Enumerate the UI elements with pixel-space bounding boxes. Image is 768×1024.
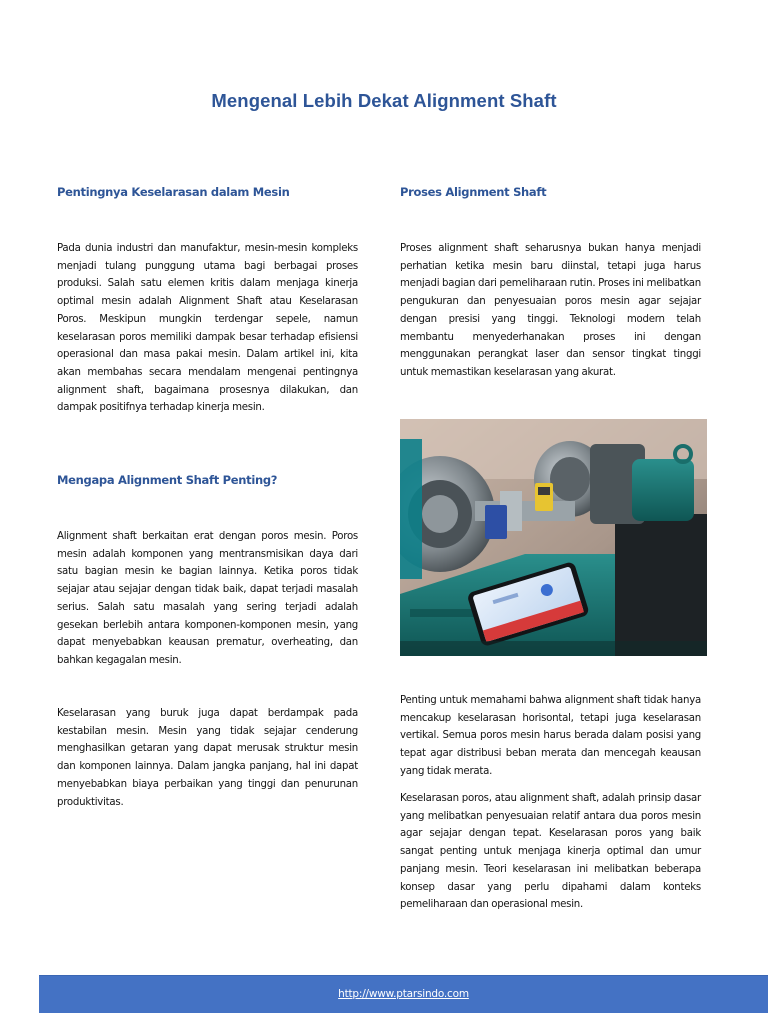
why-paragraph-1: Alignment shaft berkaitan erat dengan poros mesin. Poros mesin adalah komponen yang mentransmisikan daya dari satu bagian mesin ke bagian lainnya. Ketika poros tidak sejajar atau sejajar dengan tidak baik, dapat terjadi masalah serius. Salah satu masalah yang sering terjadi adalah gesekan berlebih antara komponen-komponen mesin, yang dapat menyebabkan keausan prematur, overheating, dan bahkan kegagalan mesin. — [57, 531, 358, 666]
section-heading-why: Mengapa Alignment Shaft Penting? — [57, 473, 278, 487]
process-paragraph: Proses alignment shaft seharusnya bukan hanya menjadi perhatian ketika mesin baru diinstal, tetapi juga harus menjadi bagian dari pemeliharaan rutin. Proses ini melibatkan pengukuran dan penyesuaian poros mesin agar sejajar dengan presisi yang tinggi. Teknologi modern telah membantu menyederhanakan proses ini dengan menggunakan perangkat laser dan sensor tingkat tinggi untuk memastikan keselarasan yang akurat. — [400, 243, 701, 378]
section-heading-importance: Pentingnya Keselarasan dalam Mesin — [57, 185, 290, 199]
website-link[interactable]: http://www.ptarsindo.com — [338, 988, 469, 1000]
intro-paragraph: Pada dunia industri dan manufaktur, mesin-mesin kompleks menjadi tulang punggung utama bagi berbagai proses produksi. Salah satu elemen kritis dalam menjaga kinerja optimal mesin adalah Alignment Shaft atau Keselarasan Poros. Meskipun mungkin terdengar sepele, namun keselarasan poros memiliki dampak besar terhadap efisiensi operasional dan masa pakai mesin. Dalam artikel ini, kita akan membahas secara mendalam mengenai pentingnya alignment shaft, bagaimana prosesnya dilakukan, dan dampak positifnya terhadap kinerja mesin. — [57, 243, 358, 414]
vertical-alignment-paragraph: Penting untuk memahami bahwa alignment shaft tidak hanya mencakup keselarasan horisontal, tetapi juga keselarasan vertikal. Semua poros mesin harus berada dalam posisi yang tepat agar distribusi beban merata dan mencegah keausan yang tidak merata. — [400, 695, 701, 777]
shaft-alignment-photo — [400, 419, 707, 656]
footer-band — [39, 975, 768, 1013]
principle-paragraph: Keselarasan poros, atau alignment shaft, adalah prinsip dasar yang melibatkan penyesuaian relatif antara dua poros mesin agar sejajar dengan tepat. Keselarasan poros yang baik sangat penting untuk menjaga kinerja optimal dan umur panjang mesin. Teori keselarasan ini melibatkan beberapa konsep dasar yang perlu dipahami dalam konteks pemeliharaan dan operasional mesin. — [400, 793, 701, 911]
document-title: Mengenal Lebih Dekat Alignment Shaft — [211, 90, 557, 111]
section-heading-process: Proses Alignment Shaft — [400, 185, 547, 199]
why-paragraph-2: Keselarasan yang buruk juga dapat berdampak pada kestabilan mesin. Mesin yang tidak sejajar cenderung menghasilkan getaran yang dapat merusak struktur mesin dan komponen lainnya. Dalam jangka panjang, hal ini dapat menyebabkan biaya perbaikan yang tinggi dan penurunan produktivitas. — [57, 708, 358, 808]
